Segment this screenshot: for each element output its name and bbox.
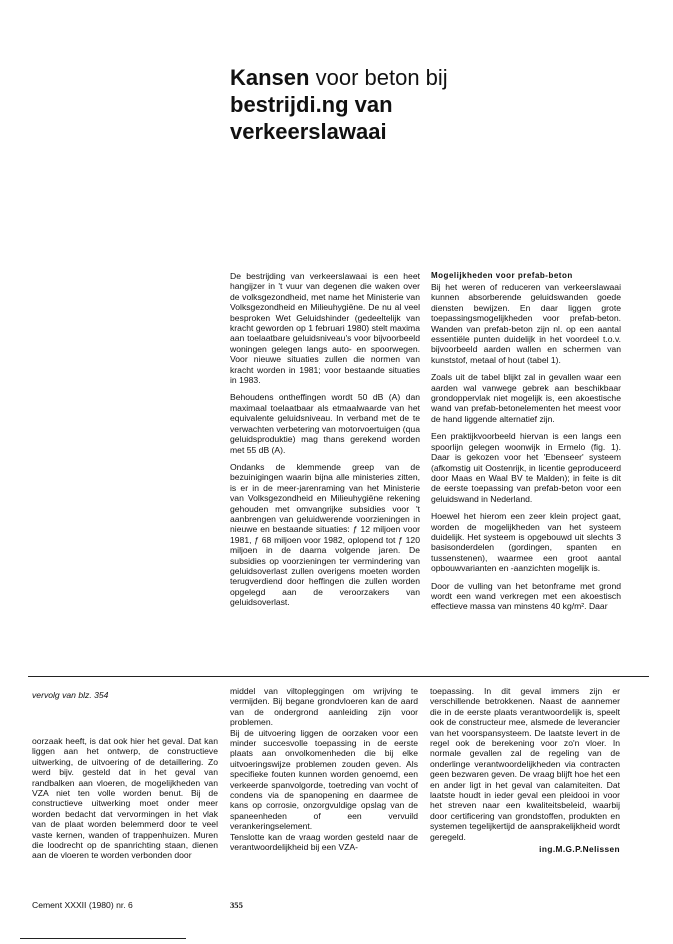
- paragraph: toepassing. In dit geval immers zijn er verschillende betrokkenen. Naast de aannemer die in de eerste plaats verantwoordelijk is, speelt ook de constructeur mee, alsmede de leverancier van het voorspansysteem. De laatste levert in de regel ook de berekening voor zo'n vloer. In normale gevallen zal de regeling van de onderlinge verantwoordelijkheden via contracten geen bezwaren geven. De vraag blijft hoe het een en ander ligt in het geval van calamiteiten. Dat laatste houdt in ieder geval een pleidooi in voor het streven naar een kwaliteitsbeleid, waarbij door certificering van grondstoffen, produkten en systemen tegelijkertijd de aansprakelijkheid wordt geregeld.: [430, 686, 620, 842]
- title-line-2: bestrijdi.ng van: [230, 92, 393, 117]
- paragraph: middel van viltopleggingen om wrijving te vermijden. Bij begane grondvloeren kan de aard van de ondergrond aanleiding zijn voor problemen.: [230, 686, 418, 728]
- paragraph: De bestrijding van verkeerslawaai is een heet hangijzer in 't vuur van degenen die waken over de volksgezondheid, met name het Ministerie van Volksgezondheid en Milieuhygiëne. De nu al veel besproken Wet Geluidshinder (gedeeltelijk van kracht geworden op 1 februari 1980) stelt maxima aan toelaatbare geluidsniveau's voor bijvoorbeeld woningen gelegen langs auto- en spoorwegen. Voor nieuwe situaties zullen die normen van kracht worden in 1981; voor bestaande situaties in 1983.: [230, 271, 420, 386]
- article-column-2: [431, 271, 621, 619]
- continued-column-3: [430, 686, 620, 854]
- title-word-bold: Kansen: [230, 65, 310, 90]
- continued-column-1: [32, 736, 218, 868]
- paragraph: Door de vulling van het betonframe met grond wordt een wand verkregen met een akoestisch effectieve massa van minstens 40 kg/m². Daar: [431, 580, 621, 612]
- paragraph: Behoudens ontheffingen wordt 50 dB (A) dan maximaal toelaatbaar als etmaalwaarde van het equivalente geluidsniveau. In verband met de te verwachten verbetering van motorvoertuigen (qua geluidsproduktie) mag thans gerekend worden met 55 dB (A).: [230, 392, 420, 455]
- article-column-1: [230, 271, 420, 615]
- paragraph: Zoals uit de tabel blijkt zal in gevallen waar een aarden wal vanwege gebrek aan beschikbaar grondoppervlak niet mogelijk is, een akoestische wand van prefab-betonelementen het meest voor de hand liggende alternatief zijn.: [431, 372, 621, 424]
- title-word-light: voor beton bij: [315, 65, 448, 90]
- paragraph: Hoewel het hierom een zeer klein project gaat, worden de mogelijkheden van het systeem duidelijk. Het systeem is opgebouwd uit slechts 3 basisonderdelen (gordingen, spanten en tussenstenen), waarmee een groot aantal opbouwvarianten en -aanzichten mogelijk is.: [431, 511, 621, 574]
- page-number: 355: [230, 900, 243, 910]
- paragraph: Tenslotte kan de vraag worden gesteld naar de verantwoordelijkheid bij een VZA-: [230, 831, 418, 853]
- footer-rule: [20, 938, 186, 939]
- author-signature: ing.M.G.P.Nelissen: [539, 844, 620, 855]
- continued-column-2: [230, 686, 418, 860]
- continued-from-label: vervolg van blz. 354: [32, 690, 109, 700]
- section-heading: Mogelijkheden voor prefab-beton: [431, 271, 573, 280]
- paragraph: oorzaak heeft, is dat ook hier het geval. Dat kan liggen aan het ontwerp, de constructieve uitwerking, de uitvoering of de detaillering. Zo werd bijv. gesteld dat in het geval van randbalken aan vloeren, de mogelijkheden van VZA niet ten volle worden benut. Bij de constructieve uitwerking moet onder meer worden bedacht dat vervormingen in het vlak van de plaat worden belemmerd door te veel vaste kernen, wanden of trappenhuizen. Muren die loodrecht op de spanrichting staan, dienen aan de vloeren te worden verbonden door: [32, 736, 218, 861]
- paragraph: Ondanks de klemmende greep van de bezuinigingen waarin bijna alle ministeries zitten, is er in de meer-jarenraming van het Ministerie van Volksgezondheid en Milieuhygiëne rekening gehouden met omvangrijke subsidies voor 't aanbrengen van geluidwerende voorzieningen in nieuwe en bestaande situaties: ƒ 12 miljoen voor 1981, ƒ 68 miljoen voor 1982, oplopend tot ƒ 120 miljoen in de daarna volgende jaren. De subsidies op voorzieningen ter vermindering van geluidsoverlast zullen overigens moeten worden terugverdiend door heffingen die zullen worden opgelegd aan de veroorzakers van geluidsoverlast.: [230, 461, 420, 608]
- article-title: [230, 64, 650, 145]
- journal-footer: Cement XXXII (1980) nr. 6: [32, 900, 133, 910]
- paragraph: Bij het weren of reduceren van verkeerslawaai kunnen absorberende geluidswanden goede diensten bewijzen. En daar liggen grote toepassingsmogelijkheden voor prefab-beton. Wanden van prefab-beton zijn nl. op een aantal essentiële punten duidelijk in het voordeel t.o.v. bijvoorbeeld aarden wallen en schermen van kunststof, metaal of hout (tabel 1).: [431, 282, 621, 365]
- section-divider: [28, 676, 649, 677]
- paragraph: Bij de uitvoering liggen de oorzaken voor een minder succesvolle toepassing in de eerste plaats aan onvolkomenheden die bij elke uitvoeringswijze problemen zouden geven. Als specifieke fouten kunnen worden genoemd, een verkeerde spanvolgorde, toetreding van vocht of condens via de spanopening en daarmee de kans op corrosie, onzorgvuldige opslag van de spaneenheden of een vervuild verankeringselement.: [230, 727, 418, 832]
- title-line-3: verkeerslawaai: [230, 119, 387, 144]
- paragraph: Een praktijkvoorbeeld hiervan is een langs een spoorlijn gelegen woonwijk in Ermelo (fig. 1). Daar is gekozen voor het 'Ebenseer' systeem (afkomstig uit Oostenrijk, in licentie geproduceerd door Maas en Waal BV te Malden); in feite is dit de eerste toepassing van prefab-beton voor een geluidswand in Nederland.: [431, 431, 621, 504]
